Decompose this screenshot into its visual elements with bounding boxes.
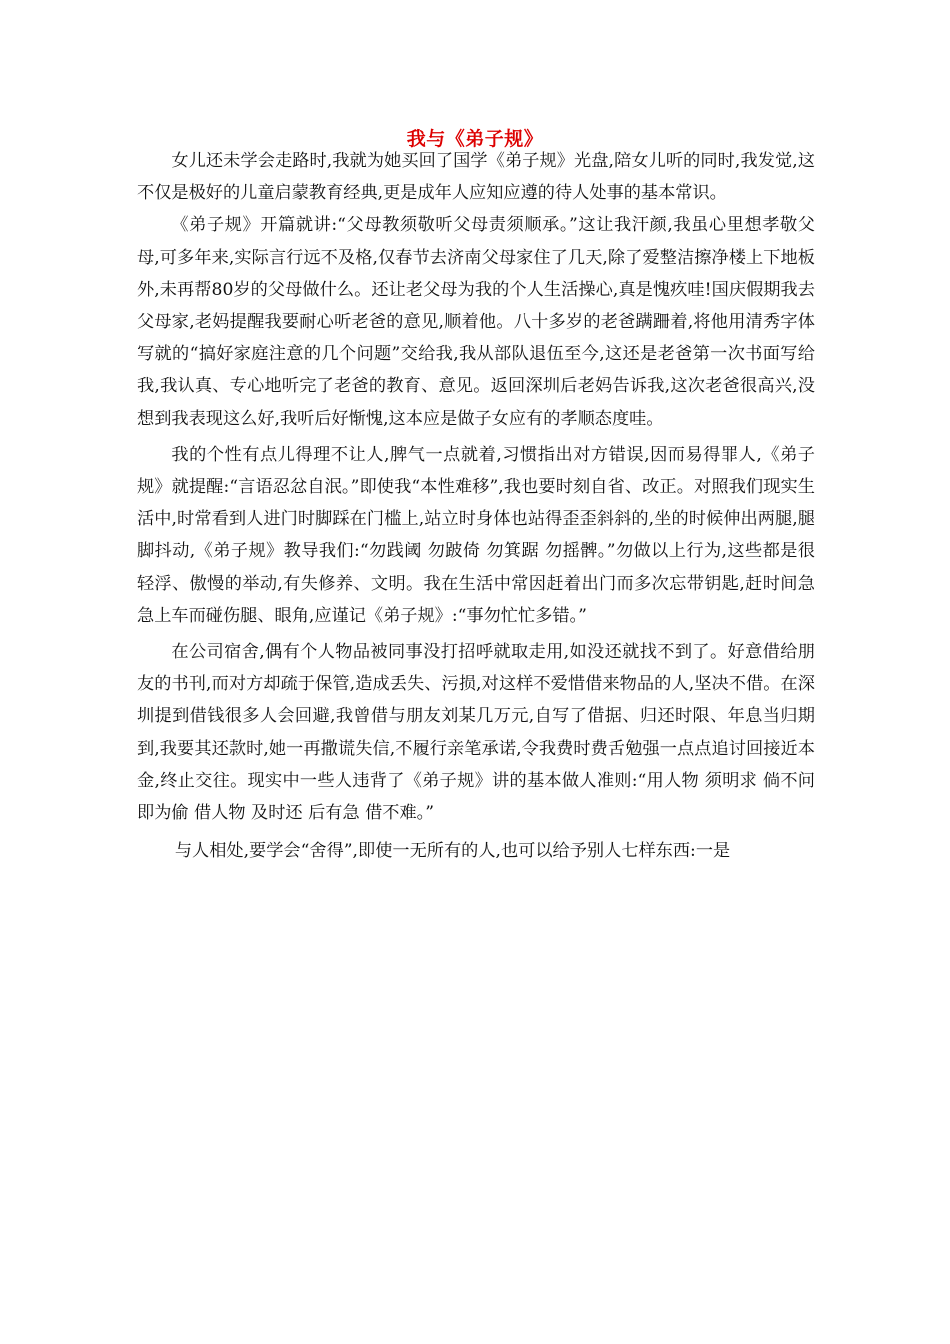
page-title: 我与《弟子规》 (406, 128, 544, 150)
paragraph-1: 女儿还未学会走路时,我就为她买回了国学《弟子规》光盘,陪女儿听的同时,我发觉,这不仅是极好的儿童启蒙教育经典,更是成年人应知应遵的待人处事的基本常识。 (137, 151, 815, 204)
paragraph-3: 我的个性有点儿得理不让人,脾气一点就着,习惯指出对方错误,因而易得罪人,《弟子规》就提醒:“言语忍忿自泯。”即使我“本性难移”,我也要时刻自省、改正。对照我们现实生活中,时常看到人进门时脚踩在门槛上,站立时身体也站得歪歪斜斜的,坐的时候伸出两腿,腿脚抖动,《弟子规》教导我们:“勿践阈 勿跛倚 勿箕踞 勿摇髀。”勿做以上行为,这些都是很轻浮、傲慢的举动,有失修养、文明。我在生活中常因赶着出门而多次忘带钥匙,赶时间急急上车而碰伤腿、眼角,应谨记《弟子规》:“事勿忙忙多错。” (137, 444, 815, 626)
article-body (137, 145, 815, 871)
paragraph-2: 《弟子规》开篇就讲:“父母教须敬听父母责须顺承。”这让我汗颜,我虽心里想孝敬父母,可多年来,实际言行远不及格,仅春节去济南父母家住了几天,除了爱整洁擦净楼上下地板外,未再帮80岁的父母做什么。还让老父母为我的个人生活操心,真是愧疚哇!国庆假期我去父母家,老妈提醒我要耐心听老爸的意见,顺着他。八十多岁的老爸蹒跚着,将他用清秀字体写就的“搞好家庭注意的几个问题”交给我,我从部队退伍至今,这还是老爸第一次书面写给我,我认真、专心地听完了老爸的教育、意见。返回深圳后老妈告诉我,这次老爸很高兴,没想到我表现这么好,我听后好惭愧,这本应是做子女应有的孝顺态度哇。 (137, 215, 815, 429)
paragraph-4: 在公司宿舍,偶有个人物品被同事没打招呼就取走用,如没还就找不到了。好意借给朋友的书刊,而对方却疏于保管,造成丢失、污损,对这样不爱惜借来物品的人,坚决不借。在深圳提到借钱很多人会回避,我曾借与朋友刘某几万元,自写了借据、归还时限、年息当归期到,我要其还款时,她一再撒谎失信,不履行亲笔承诺,令我费时费舌勉强一点点追讨回接近本金,终止交往。现实中一些人违背了《弟子规》讲的基本做人准则:“用人物 须明求 倘不问 即为偷 借人物 及时还 后有急 借不难。” (137, 642, 815, 824)
paragraph-5: 与人相处,要学会“舍得”,即使一无所有的人,也可以给予别人七样东西:一是 (174, 841, 731, 862)
